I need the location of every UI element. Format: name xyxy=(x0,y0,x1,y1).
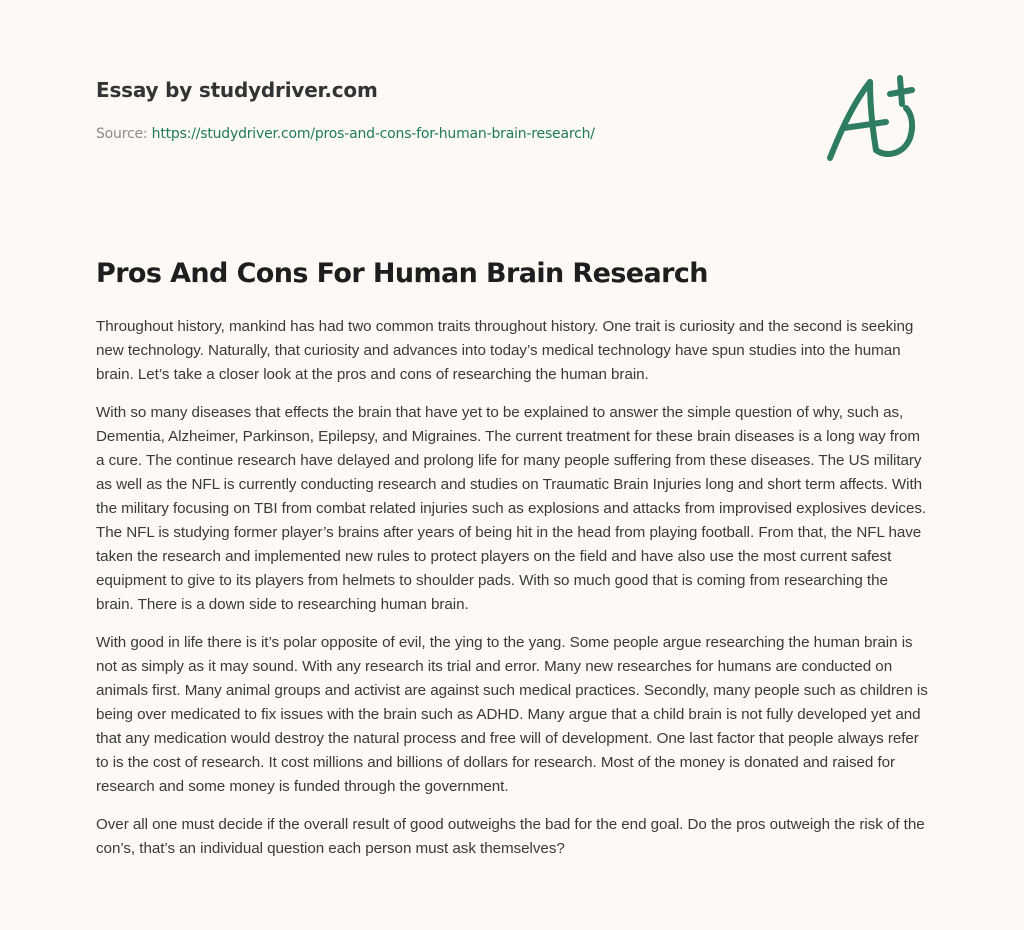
source-link[interactable]: https://studydriver.com/pros-and-cons-for-human-brain-research/ xyxy=(151,126,595,142)
source-line xyxy=(96,124,796,144)
article-body xyxy=(96,315,928,875)
paragraph-conclusion: Over all one must decide if the overall result of good outweighs the bad for the end goal. Do the pros outweigh the risk of the con’s, that’s an individual question each person must ask themselves? xyxy=(96,816,925,857)
brand-title: Essay by studydriver.com xyxy=(96,78,378,102)
article-title: Pros And Cons For Human Brain Research xyxy=(96,258,708,289)
paragraph-cons: With good in life there is it’s polar opposite of evil, the ying to the yang. Some people argue researching the human brain is not as simply as it may sound. With any research its trial and error. Many new researches for humans are conducted on animals first. Many animal groups and activist are against such medical practices. Secondly, many people such as children is being over medicated to fix issues with the brain such as ADHD. Many argue that a child brain is not fully developed yet and that any medication would destroy the natural process and free will of development. One last factor that people always refer to is the cost of research. It cost millions and billions of dollars for research. Most of the money is donated and raised for research and some money is funded through the government. xyxy=(96,634,928,795)
essay-header xyxy=(96,76,796,144)
source-label: Source: xyxy=(96,126,152,142)
paragraph-pros: With so many diseases that effects the brain that have yet to be explained to answer the simple question of why, such as, Dementia, Alzheimer, Parkinson, Epilepsy, and Migraines. The current treatment for these brain diseases is a long way from a cure. The continue research have delayed and prolong life for many people suffering from these diseases. The US military as well as the NFL is currently conducting research and studies on Traumatic Brain Injuries long and short term affects. With the military focusing on TBI from combat related injuries such as explosions and attacks from improvised explosives devices. The NFL is studying former player’s brains after years of being hit in the head from playing football. From that, the NFL have taken the research and implemented new rules to protect players on the field and have also use the most current safest equipment to give to its players from helmets to shoulder pads. With so much good that is coming from researching the brain. There is a down side to researching human brain. xyxy=(96,404,927,613)
a-plus-grade-icon xyxy=(820,66,930,170)
paragraph-intro: Throughout history, mankind has had two common traits throughout history. One trait is curiosity and the second is seeking new technology. Naturally, that curiosity and advances into today’s medical technology have spun studies into the human brain. Let’s take a closer look at the pros and cons of researching the human brain. xyxy=(96,318,914,383)
